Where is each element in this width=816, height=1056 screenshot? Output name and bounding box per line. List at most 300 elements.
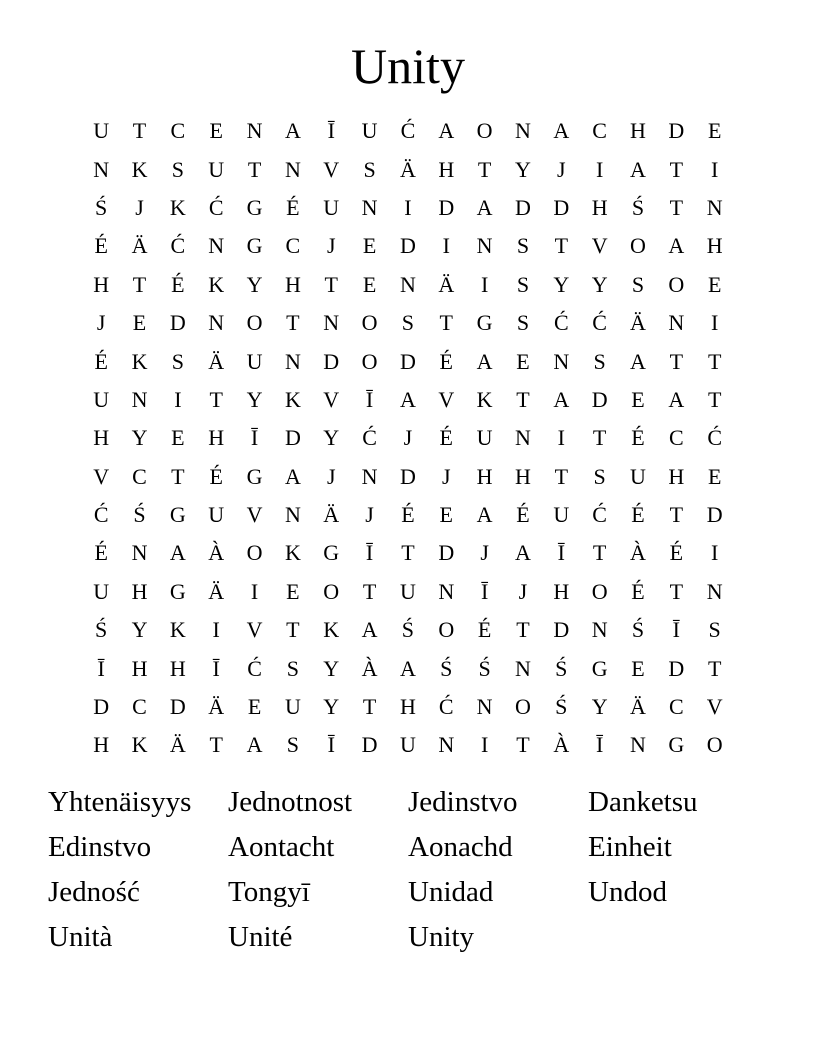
grid-letter: U bbox=[208, 502, 225, 528]
grid-letter: N bbox=[476, 233, 493, 259]
grid-letter: Ś bbox=[478, 655, 491, 681]
grid-letter: Y bbox=[246, 271, 263, 297]
grid-row bbox=[82, 726, 734, 764]
word-list-item: Edinstvo bbox=[48, 831, 152, 863]
grid-letter: Y bbox=[131, 425, 148, 451]
grid-letter: Ī bbox=[212, 655, 220, 681]
grid-letter: U bbox=[93, 386, 110, 412]
grid-letter: N bbox=[131, 540, 148, 566]
grid-row bbox=[82, 458, 734, 496]
grid-letter: J bbox=[326, 233, 336, 259]
word-list-item: Jedność bbox=[48, 876, 140, 908]
grid-letter: E bbox=[631, 386, 645, 412]
grid-letter: S bbox=[516, 310, 530, 336]
grid-letter: O bbox=[591, 578, 608, 604]
grid-letter: S bbox=[516, 271, 530, 297]
grid-letter: T bbox=[362, 694, 377, 720]
grid-letter: T bbox=[669, 156, 684, 182]
grid-letter: D bbox=[169, 694, 186, 720]
grid-letter: O bbox=[668, 271, 685, 297]
grid-letter: O bbox=[361, 348, 378, 374]
grid-letter: I bbox=[711, 540, 719, 566]
grid-letter: I bbox=[480, 732, 489, 758]
grid-letter: H bbox=[93, 425, 110, 451]
grid-letter: V bbox=[706, 694, 723, 720]
grid-letter: G bbox=[591, 655, 608, 681]
grid-letter: E bbox=[132, 310, 147, 336]
grid-letter: D bbox=[438, 540, 455, 566]
grid-letter: K bbox=[131, 348, 148, 374]
grid-letter: I bbox=[174, 386, 182, 412]
grid-letter: D bbox=[438, 194, 455, 220]
grid-letter: Y bbox=[591, 694, 608, 720]
grid-letter: I bbox=[711, 156, 719, 182]
grid-letter: O bbox=[361, 310, 378, 336]
grid-letter: K bbox=[131, 732, 148, 758]
grid-letter: G bbox=[246, 233, 263, 259]
grid-letter: É bbox=[631, 425, 645, 451]
grid-row bbox=[82, 304, 734, 342]
grid-letter: A bbox=[668, 386, 685, 412]
grid-letter: I bbox=[595, 156, 604, 182]
grid-letter: T bbox=[554, 463, 569, 489]
grid-letter: A bbox=[476, 502, 493, 528]
grid-letter: C bbox=[132, 694, 147, 720]
grid-letter: N bbox=[361, 463, 378, 489]
grid-letter: A bbox=[630, 156, 646, 182]
grid-letter: S bbox=[171, 348, 184, 374]
grid-letter: D bbox=[169, 310, 186, 336]
word-list bbox=[48, 780, 788, 960]
grid-letter: Ä bbox=[208, 348, 225, 374]
grid-letter: Ī bbox=[327, 732, 335, 758]
grid-letter: S bbox=[401, 310, 415, 336]
grid-row bbox=[82, 534, 734, 572]
grid-letter: Y bbox=[323, 655, 340, 681]
grid-letter: J bbox=[518, 578, 528, 604]
grid-letter: N bbox=[208, 233, 225, 259]
grid-letter: V bbox=[246, 617, 263, 643]
grid-letter: N bbox=[438, 732, 455, 758]
word-list-item: Jedinstvo bbox=[408, 786, 518, 818]
grid-letter: Ś bbox=[95, 194, 108, 220]
grid-letter: J bbox=[441, 463, 451, 489]
word-list-item: Einheit bbox=[588, 831, 672, 863]
grid-letter: N bbox=[323, 310, 340, 336]
grid-letter: D bbox=[515, 194, 531, 220]
grid-row bbox=[82, 227, 734, 265]
grid-letter: À bbox=[208, 540, 225, 566]
grid-letter: Ć bbox=[592, 310, 607, 336]
grid-letter: H bbox=[131, 578, 148, 604]
grid-letter: S bbox=[593, 463, 606, 489]
grid-letter: D bbox=[399, 233, 416, 259]
grid-letter: N bbox=[515, 118, 531, 144]
grid-letter: O bbox=[476, 118, 493, 144]
grid-letter: O bbox=[323, 578, 340, 604]
grid-letter: G bbox=[246, 463, 263, 489]
grid-letter: J bbox=[96, 310, 106, 336]
grid-letter: U bbox=[246, 348, 263, 374]
grid-letter: E bbox=[707, 271, 722, 297]
grid-letter: V bbox=[591, 233, 608, 259]
grid-letter: H bbox=[399, 694, 416, 720]
grid-letter: T bbox=[209, 386, 223, 412]
grid-letter: T bbox=[439, 310, 453, 336]
grid-letter: N bbox=[93, 156, 110, 182]
grid-letter: A bbox=[476, 348, 493, 374]
grid-letter: Ć bbox=[438, 694, 454, 720]
grid-letter: H bbox=[284, 271, 301, 297]
grid-letter: Ć bbox=[93, 502, 109, 528]
word-list-item: Undod bbox=[588, 876, 667, 908]
grid-letter: Ī bbox=[672, 617, 680, 643]
grid-letter: S bbox=[286, 732, 300, 758]
grid-letter: H bbox=[706, 233, 723, 259]
grid-letter: K bbox=[284, 386, 301, 412]
grid-letter: D bbox=[93, 694, 110, 720]
grid-letter: N bbox=[131, 386, 148, 412]
grid-letter: H bbox=[93, 271, 110, 297]
grid-letter: A bbox=[630, 348, 646, 374]
word-list-item: Yhtenäisyys bbox=[48, 786, 192, 818]
grid-letter: A bbox=[169, 540, 186, 566]
grid-letter: A bbox=[246, 732, 263, 758]
grid-letter: T bbox=[669, 348, 684, 374]
grid-letter: N bbox=[476, 694, 493, 720]
grid-letter: À bbox=[553, 732, 570, 758]
grid-letter: J bbox=[326, 463, 336, 489]
grid-letter: É bbox=[669, 540, 684, 566]
grid-letter: Ś bbox=[555, 655, 568, 681]
grid-row bbox=[82, 496, 734, 534]
grid-letter: N bbox=[706, 194, 723, 220]
grid-letter: T bbox=[247, 156, 262, 182]
grid-letter: Ć bbox=[400, 118, 416, 144]
grid-letter: É bbox=[209, 463, 223, 489]
grid-letter: D bbox=[361, 732, 378, 758]
grid-row bbox=[82, 150, 734, 188]
grid-letter: C bbox=[170, 118, 186, 144]
grid-letter: E bbox=[247, 694, 262, 720]
grid-letter: U bbox=[399, 732, 416, 758]
grid-letter: H bbox=[553, 578, 570, 604]
grid-letter: S bbox=[516, 233, 530, 259]
grid-letter: E bbox=[286, 578, 300, 604]
grid-letter: T bbox=[592, 425, 607, 451]
word-list-item: Unity bbox=[408, 921, 475, 953]
grid-letter: Ä bbox=[208, 578, 225, 604]
grid-letter: V bbox=[438, 386, 455, 412]
grid-letter: C bbox=[668, 694, 684, 720]
grid-letter: K bbox=[323, 617, 340, 643]
grid-letter: E bbox=[707, 463, 722, 489]
grid-letter: U bbox=[93, 578, 110, 604]
grid-letter: T bbox=[477, 156, 492, 182]
grid-letter: S bbox=[631, 271, 645, 297]
grid-row bbox=[82, 649, 734, 687]
grid-letter: Ć bbox=[208, 194, 224, 220]
word-list-item: Unità bbox=[48, 921, 113, 953]
grid-letter: A bbox=[399, 386, 416, 412]
grid-letter: N bbox=[515, 425, 531, 451]
grid-letter: T bbox=[401, 540, 415, 566]
grid-letter: Ś bbox=[401, 617, 415, 643]
grid-letter: A bbox=[284, 118, 301, 144]
grid-letter: U bbox=[630, 463, 646, 489]
grid-letter: E bbox=[362, 271, 377, 297]
grid-letter: U bbox=[284, 694, 301, 720]
grid-letter: S bbox=[363, 156, 376, 182]
grid-letter: Y bbox=[553, 271, 570, 297]
grid-letter: N bbox=[284, 348, 301, 374]
grid-letter: U bbox=[208, 156, 225, 182]
grid-letter: G bbox=[476, 310, 493, 336]
grid-letter: C bbox=[132, 463, 147, 489]
grid-letter: Y bbox=[131, 617, 148, 643]
grid-letter: K bbox=[131, 156, 148, 182]
grid-letter: S bbox=[708, 617, 721, 643]
grid-letter: V bbox=[323, 386, 340, 412]
word-list-item: Unité bbox=[228, 921, 293, 953]
grid-letter: J bbox=[135, 194, 144, 220]
grid-letter: E bbox=[516, 348, 530, 374]
grid-letter: T bbox=[286, 617, 300, 643]
grid-letter: O bbox=[706, 732, 723, 758]
grid-letter: Ś bbox=[440, 655, 453, 681]
grid-letter: A bbox=[438, 118, 455, 144]
grid-letter: Ć bbox=[707, 425, 723, 451]
grid-letter: G bbox=[323, 540, 340, 566]
grid-letter: K bbox=[476, 386, 493, 412]
grid-letter: T bbox=[707, 386, 722, 412]
grid-letter: É bbox=[94, 233, 108, 259]
grid-letter: À bbox=[630, 540, 646, 566]
grid-row bbox=[82, 419, 734, 457]
grid-letter: I bbox=[557, 425, 565, 451]
grid-letter: T bbox=[592, 540, 607, 566]
grid-letter: U bbox=[361, 118, 378, 144]
grid-letter: N bbox=[246, 118, 263, 144]
grid-letter: Ī bbox=[97, 655, 105, 681]
grid-letter: A bbox=[553, 386, 570, 412]
grid-letter: A bbox=[284, 463, 301, 489]
grid-letter: D bbox=[706, 502, 723, 528]
grid-letter: I bbox=[442, 233, 450, 259]
grid-letter: Ī bbox=[327, 118, 335, 144]
grid-letter: Ä bbox=[323, 502, 340, 528]
grid-letter: D bbox=[591, 386, 608, 412]
grid-letter: Ć bbox=[592, 502, 607, 528]
grid-letter: T bbox=[669, 578, 684, 604]
grid-letter: H bbox=[591, 194, 608, 220]
grid-letter: N bbox=[630, 732, 646, 758]
grid-letter: T bbox=[516, 386, 530, 412]
grid-letter: U bbox=[323, 194, 340, 220]
grid-letter: Ć bbox=[170, 233, 186, 259]
grid-letter: N bbox=[361, 194, 378, 220]
grid-letter: É bbox=[631, 578, 645, 604]
grid-letter: T bbox=[707, 348, 722, 374]
letter-grid bbox=[82, 112, 734, 765]
grid-letter: É bbox=[439, 425, 453, 451]
grid-letter: C bbox=[285, 233, 301, 259]
grid-letter: N bbox=[208, 310, 225, 336]
grid-letter: J bbox=[365, 502, 374, 528]
grid-letter: I bbox=[404, 194, 412, 220]
grid-letter: C bbox=[592, 118, 607, 144]
word-list-item: Unidad bbox=[408, 876, 494, 908]
grid-letter: É bbox=[171, 271, 185, 297]
grid-letter: É bbox=[94, 348, 108, 374]
grid-letter: Y bbox=[591, 271, 608, 297]
grid-letter: Ä bbox=[630, 694, 646, 720]
grid-letter: Ä bbox=[399, 156, 416, 182]
grid-letter: H bbox=[438, 156, 455, 182]
word-list-item: Danketsu bbox=[588, 786, 698, 818]
grid-letter: K bbox=[169, 194, 186, 220]
grid-letter: S bbox=[286, 655, 300, 681]
grid-letter: A bbox=[361, 617, 378, 643]
grid-letter: N bbox=[438, 578, 455, 604]
grid-letter: D bbox=[553, 194, 570, 220]
grid-letter: I bbox=[250, 578, 259, 604]
grid-letter: Ć bbox=[247, 655, 262, 681]
grid-letter: Y bbox=[323, 694, 340, 720]
grid-letter: T bbox=[324, 271, 338, 297]
grid-letter: T bbox=[707, 655, 722, 681]
grid-row bbox=[82, 266, 734, 304]
grid-letter: U bbox=[476, 425, 493, 451]
grid-letter: Ī bbox=[365, 386, 374, 412]
grid-letter: H bbox=[630, 118, 646, 144]
grid-letter: Ä bbox=[630, 310, 646, 336]
grid-letter: J bbox=[557, 156, 566, 182]
grid-letter: S bbox=[171, 156, 184, 182]
grid-letter: T bbox=[171, 463, 185, 489]
grid-letter: Ś bbox=[133, 502, 146, 528]
grid-letter: T bbox=[132, 271, 147, 297]
grid-letter: U bbox=[553, 502, 570, 528]
grid-row bbox=[82, 381, 734, 419]
grid-letter: Ć bbox=[362, 425, 377, 451]
grid-letter: G bbox=[246, 194, 263, 220]
grid-letter: É bbox=[401, 502, 415, 528]
grid-letter: A bbox=[668, 233, 685, 259]
grid-letter: É bbox=[477, 617, 492, 643]
grid-letter: Y bbox=[515, 156, 531, 182]
grid-letter: T bbox=[516, 732, 530, 758]
grid-letter: Ć bbox=[553, 310, 569, 336]
page-title: Unity bbox=[351, 38, 465, 94]
grid-letter: Ä bbox=[131, 233, 148, 259]
grid-letter: T bbox=[362, 578, 377, 604]
grid-letter: C bbox=[668, 425, 684, 451]
grid-letter: K bbox=[284, 540, 301, 566]
grid-letter: É bbox=[439, 348, 453, 374]
grid-letter: D bbox=[668, 118, 685, 144]
grid-letter: G bbox=[668, 732, 685, 758]
grid-letter: J bbox=[403, 425, 413, 451]
grid-letter: V bbox=[246, 502, 263, 528]
grid-letter: A bbox=[553, 118, 570, 144]
grid-letter: U bbox=[93, 118, 110, 144]
grid-letter: H bbox=[476, 463, 493, 489]
grid-letter: N bbox=[515, 655, 531, 681]
grid-letter: O bbox=[438, 617, 455, 643]
grid-letter: O bbox=[246, 540, 263, 566]
grid-letter: K bbox=[208, 271, 225, 297]
grid-letter: E bbox=[171, 425, 185, 451]
grid-letter: A bbox=[399, 655, 416, 681]
word-list-item: Aonachd bbox=[408, 831, 513, 863]
grid-letter: Ī bbox=[595, 732, 604, 758]
grid-letter: D bbox=[323, 348, 340, 374]
grid-letter: T bbox=[669, 194, 684, 220]
grid-letter: T bbox=[286, 310, 300, 336]
grid-row bbox=[82, 573, 734, 611]
grid-letter: I bbox=[711, 310, 719, 336]
grid-letter: À bbox=[361, 655, 378, 681]
grid-letter: É bbox=[631, 502, 645, 528]
grid-letter: J bbox=[480, 540, 489, 566]
grid-row bbox=[82, 342, 734, 380]
grid-letter: T bbox=[516, 617, 530, 643]
word-list-item: Aontacht bbox=[228, 831, 335, 863]
grid-letter: Ś bbox=[95, 617, 108, 643]
grid-letter: Ī bbox=[250, 425, 259, 451]
grid-letter: Ä bbox=[169, 732, 186, 758]
grid-letter: O bbox=[246, 310, 263, 336]
grid-letter: É bbox=[94, 540, 108, 566]
grid-letter: H bbox=[668, 463, 685, 489]
grid-letter: U bbox=[399, 578, 416, 604]
grid-letter: E bbox=[707, 118, 722, 144]
grid-letter: D bbox=[399, 463, 416, 489]
grid-letter: G bbox=[169, 502, 186, 528]
grid-letter: Y bbox=[246, 386, 263, 412]
grid-letter: I bbox=[480, 271, 489, 297]
grid-letter: Y bbox=[323, 425, 340, 451]
grid-letter: D bbox=[399, 348, 416, 374]
grid-letter: É bbox=[516, 502, 530, 528]
grid-letter: S bbox=[593, 348, 606, 374]
grid-row bbox=[82, 611, 734, 649]
grid-letter: N bbox=[553, 348, 570, 374]
grid-letter: O bbox=[630, 233, 646, 259]
grid-letter: D bbox=[668, 655, 685, 681]
grid-letter: N bbox=[668, 310, 685, 336]
grid-letter: N bbox=[706, 578, 723, 604]
grid-letter: V bbox=[323, 156, 340, 182]
grid-row bbox=[82, 688, 734, 726]
grid-letter: V bbox=[93, 463, 110, 489]
grid-letter: H bbox=[515, 463, 531, 489]
grid-letter: E bbox=[439, 502, 453, 528]
grid-letter: É bbox=[286, 194, 300, 220]
grid-letter: A bbox=[515, 540, 531, 566]
grid-letter: E bbox=[631, 655, 645, 681]
word-list-item: Tongyī bbox=[228, 876, 310, 908]
grid-letter: Ś bbox=[631, 194, 645, 220]
grid-row bbox=[82, 189, 734, 227]
grid-letter: A bbox=[476, 194, 493, 220]
grid-letter: Ś bbox=[631, 617, 645, 643]
grid-letter: Ś bbox=[555, 694, 568, 720]
grid-letter: H bbox=[131, 655, 148, 681]
grid-letter: E bbox=[209, 118, 223, 144]
grid-letter: D bbox=[284, 425, 301, 451]
